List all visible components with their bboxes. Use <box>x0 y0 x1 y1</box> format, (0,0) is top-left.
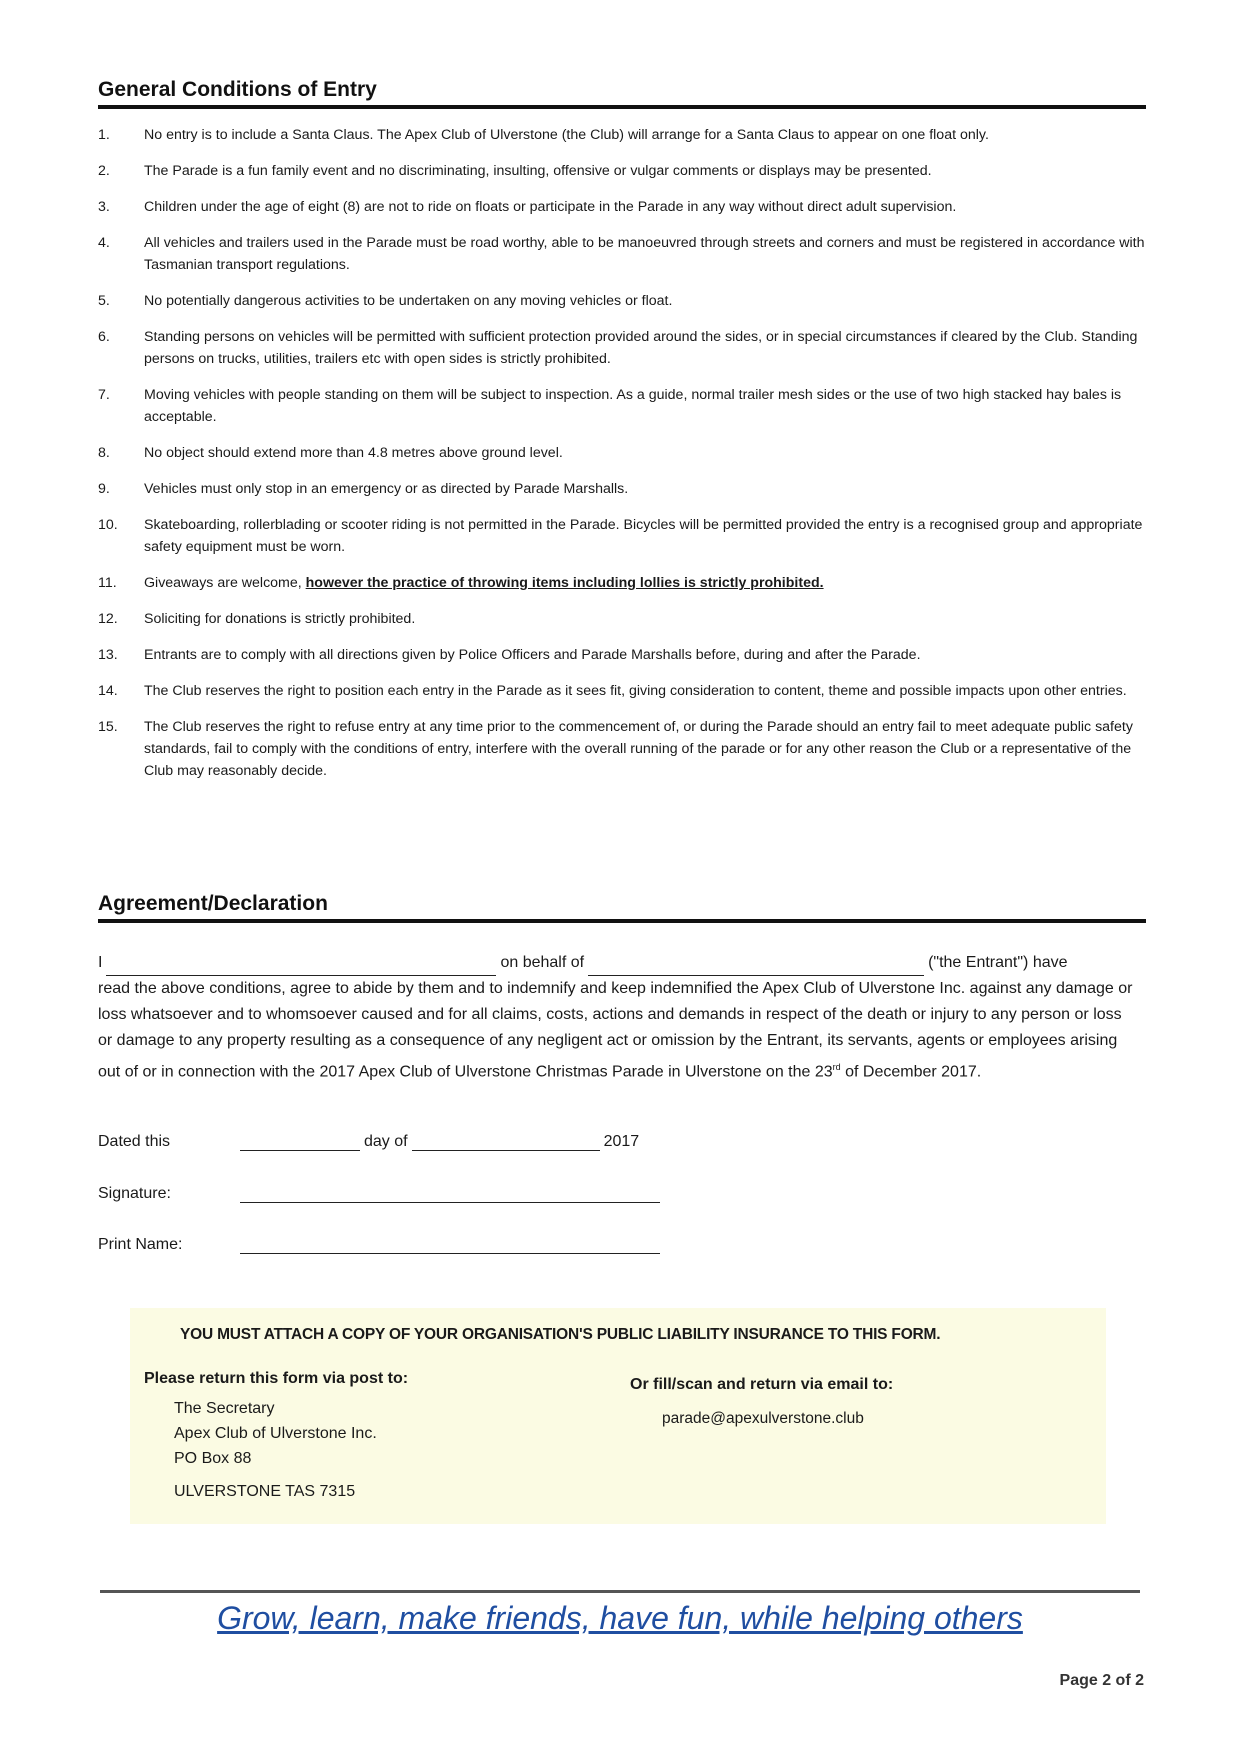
entrant-text: ("the Entrant") have <box>928 954 1068 971</box>
list-item <box>98 478 1148 500</box>
item-text: Soliciting for donations is strictly prohibited. <box>144 611 416 627</box>
item-text: Children under the age of eight (8) are not to ride on floats or participate in the Parade in any way without direct adult supervision. <box>144 199 957 215</box>
list-item <box>98 196 1148 218</box>
item-text: The Club reserves the right to refuse entry at any time prior to the commencement of, or during the Parade should an entry fail to meet adequate public safety standards, fail to comply with the conditions of entry, interfere with the overall running of the parade or for any other reason the Club or a representative of the Club may reasonably decide. <box>144 719 1133 779</box>
print-name-label: Print Name: <box>98 1236 183 1253</box>
item-text: Entrants are to comply with all directions given by Police Officers and Parade Marshalls before, during and after the Parade. <box>144 647 921 663</box>
item-number: 3. <box>98 199 110 215</box>
conditions-heading: General Conditions of Entry <box>98 78 1146 109</box>
item-number: 1. <box>98 127 110 143</box>
signature-row <box>98 1184 664 1203</box>
list-item <box>98 160 1148 182</box>
item-text: Giveaways are welcome, <box>144 575 306 591</box>
email-heading: Or fill/scan and return via email to: <box>630 1376 894 1393</box>
item-text: The Parade is a fun family event and no discriminating, insulting, offensive or vulgar comments or displays may be presented. <box>144 163 932 179</box>
club-motto: Grow, learn, make friends, have fun, while helping others <box>217 1600 1023 1636</box>
item-number: 5. <box>98 293 110 309</box>
dated-row <box>98 1132 639 1151</box>
item-text: Standing persons on vehicles will be permitted with sufficient protection provided around the sides, or in special circumstances if cleared by the Club. Standing persons on trucks, utilities, trailers etc with open sides is strictly prohibited. <box>144 329 1138 367</box>
item-text: All vehicles and trailers used in the Parade must be road worthy, able to be manoeuvred through streets and corners and must be registered in accordance with Tasmanian transport regulations. <box>144 235 1145 273</box>
insurance-notice-box <box>130 1308 1106 1524</box>
list-item <box>98 680 1148 702</box>
conditions-list <box>98 124 1148 796</box>
agreement-heading: Agreement/Declaration <box>98 892 1146 923</box>
print-name-field[interactable] <box>240 1235 660 1254</box>
item-text: Skateboarding, rollerblading or scooter riding is not permitted in the Parade. Bicycles will be permitted provided the entry is a recognised group and appropriate safety equipment must be worn. <box>144 517 1143 555</box>
address-line: Apex Club of Ulverstone Inc. <box>174 1425 377 1442</box>
on-behalf-text: on behalf of <box>500 954 585 971</box>
year-text: 2017 <box>603 1133 640 1150</box>
item-number: 15. <box>98 719 118 735</box>
item-text: Moving vehicles with people standing on them will be subject to inspection. As a guide, normal trailer mesh sides or the use of two high stacked hay bales is acceptable. <box>144 387 1122 425</box>
print-name-row <box>98 1235 664 1254</box>
item-text: No potentially dangerous activities to be undertaken on any moving vehicles or float. <box>144 293 673 309</box>
item-number: 14. <box>98 683 118 699</box>
address-line: PO Box 88 <box>174 1450 252 1467</box>
item-number: 8. <box>98 445 110 461</box>
item-number: 2. <box>98 163 110 179</box>
declaration-first-line <box>98 950 1138 976</box>
item-number: 4. <box>98 235 110 251</box>
list-item <box>98 608 1148 630</box>
postal-address <box>144 1396 574 1504</box>
signature-field[interactable] <box>240 1184 660 1203</box>
declaration-i: I <box>98 954 103 971</box>
page-number: Page 2 of 2 <box>1059 1672 1144 1689</box>
list-item <box>98 290 1148 312</box>
name-blank-field[interactable] <box>106 957 496 976</box>
month-blank-field[interactable] <box>412 1132 600 1151</box>
day-of-label: day of <box>364 1133 408 1150</box>
post-heading: Please return this form via post to: <box>144 1370 409 1387</box>
item-number: 6. <box>98 329 110 345</box>
item-text: No entry is to include a Santa Claus. The Apex Club of Ulverstone (the Club) will arrange for a Santa Claus to appear on one float only. <box>144 127 989 143</box>
insurance-warning: YOU MUST ATTACH A COPY OF YOUR ORGANISATION'S PUBLIC LIABILITY INSURANCE TO THIS FORM. <box>180 1326 941 1343</box>
list-item <box>98 442 1148 464</box>
day-blank-field[interactable] <box>240 1132 360 1151</box>
list-item <box>98 384 1148 428</box>
dated-label: Dated this <box>98 1133 171 1150</box>
list-item <box>98 716 1148 782</box>
item-text: No object should extend more than 4.8 metres above ground level. <box>144 445 563 461</box>
list-item <box>98 572 1148 594</box>
declaration-body-text: read the above conditions, agree to abide by them and to indemnify and keep indemnified the Apex Club of Ulverstone Inc. against any damage or loss whatsoever and to whomsoever caused and for all claims, costs, actions and demands in respect of the death or injury to any person or loss or damage to any property resulting as a consequence of any negligent act or omission by the Entrant, its servants, agents or employees arising out of or in connection with the 2017 Apex Club of Ulverstone Christmas Parade in Ulverstone on the 23 <box>98 980 1133 1081</box>
list-item <box>98 644 1148 666</box>
item-number: 7. <box>98 387 110 403</box>
item-number: 12. <box>98 611 118 627</box>
item-number: 10. <box>98 517 118 533</box>
address-city: ULVERSTONE TAS 7315 <box>174 1483 356 1500</box>
declaration-tail: of December 2017. <box>840 1063 982 1081</box>
list-item <box>98 514 1148 558</box>
item-text: The Club reserves the right to position each entry in the Parade as it sees fit, giving consideration to content, theme and possible impacts upon other entries. <box>144 683 1127 699</box>
address-line: The Secretary <box>174 1400 275 1417</box>
email-return-column <box>630 1376 1070 1428</box>
list-item <box>98 232 1148 276</box>
entrant-blank-field[interactable] <box>588 957 924 976</box>
declaration-body <box>98 976 1138 1085</box>
item-text: Vehicles must only stop in an emergency or as directed by Parade Marshalls. <box>144 481 629 497</box>
item-number: 11. <box>98 575 117 591</box>
item-number: 9. <box>98 481 110 497</box>
ordinal-suffix: rd <box>832 1062 841 1072</box>
email-address-link[interactable]: parade@apexulverstone.club <box>662 1410 864 1427</box>
signature-label: Signature: <box>98 1185 171 1202</box>
post-return-column <box>144 1370 574 1504</box>
item-number: 13. <box>98 647 118 663</box>
item-emphasis: however the practice of throwing items including lollies is strictly prohibited. <box>305 575 824 591</box>
footer-divider <box>100 1590 1140 1593</box>
list-item <box>98 326 1148 370</box>
list-item <box>98 124 1148 146</box>
declaration <box>98 950 1138 1085</box>
